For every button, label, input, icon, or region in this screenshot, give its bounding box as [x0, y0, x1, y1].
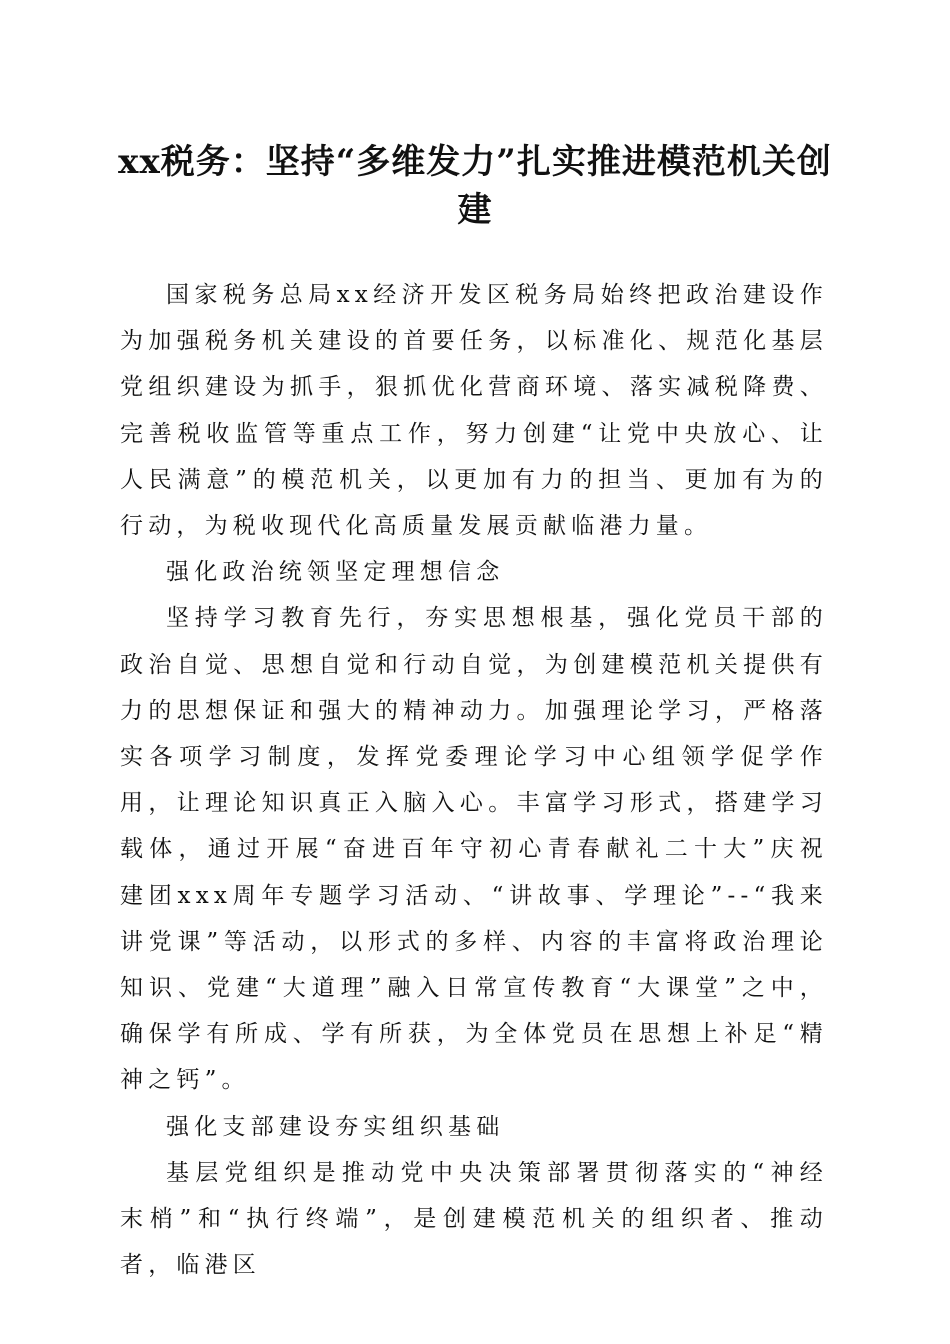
- document-body: [120, 272, 828, 1288]
- document-title: xx税务：坚持“多维发力”扎实推进模范机关创建: [118, 142, 832, 230]
- branch-paragraph: 基层党组织是推动党中央决策部署贯彻落实的“神经末梢”和“执行终端”，是创建模范机关的组织者、推动者，临港区: [120, 1159, 828, 1279]
- intro-paragraph: 国家税务总局xx经济开发区税务局始终把政治建设作为加强税务机关建设的首要任务，以标准化、规范化基层党组织建设为抓手，狠抓优化营商环境、落实减税降费、完善税收监管等重点工作，努力创建“让党中央放心、让人民满意”的模范机关，以更加有力的担当、更加有为的行动，为税收现代化高质量发展贡献临港力量。: [120, 282, 828, 540]
- section-heading-political: 强化政治统领坚定理想信念: [166, 559, 505, 586]
- section-heading-branch: 强化支部建设夯实组织基础: [166, 1113, 505, 1140]
- political-paragraph: 坚持学习教育先行，夯实思想根基，强化党员干部的政治自觉、思想自觉和行动自觉，为创建模范机关提供有力的思想保证和强大的精神动力。加强理论学习，严格落实各项学习制度，发挥党委理论学习中心组领学促学作用，让理论知识真正入脑入心。丰富学习形式，搭建学习载体，通过开展“奋进百年守初心青春献礼二十大”庆祝建团xxx周年专题学习活动、“讲故事、学理论”--“我来讲党课”等活动，以形式的多样、内容的丰富将政治理论知识、党建“大道理”融入日常宣传教育“大课堂”之中，确保学有所成、学有所获，为全体党员在思想上补足“精神之钙”。: [120, 605, 828, 1094]
